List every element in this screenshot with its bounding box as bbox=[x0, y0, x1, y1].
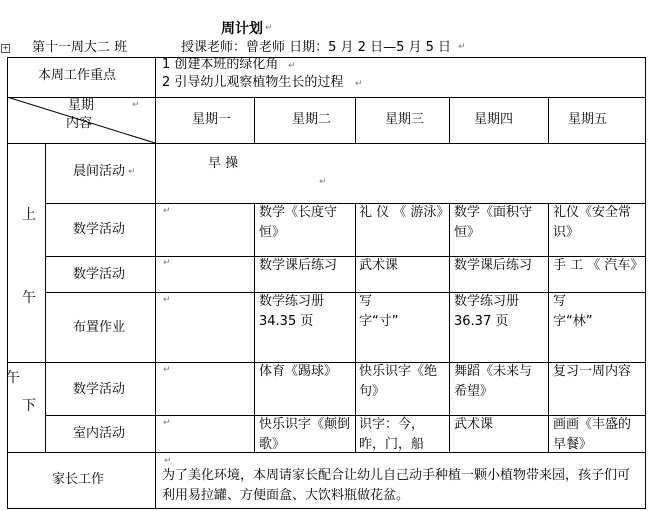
math1-wed: 礼 仪 《 游泳》 bbox=[359, 205, 450, 220]
paragraph-mark: ↵ bbox=[163, 295, 171, 305]
math2-thu: 数学课后练习 bbox=[454, 258, 533, 273]
parents-text: 为了美化环境，本周请家长配合让幼儿自己动手种植一颗小植物带来园，孩子们可利用易拉罐、方便面盒、大饮料瓶做花盆。 bbox=[162, 468, 631, 503]
section-afternoon-char-1: 下 bbox=[22, 398, 36, 414]
focus-item-1: 1 创建本班的绿化角 bbox=[162, 57, 279, 72]
day-header-thu: 星期四 bbox=[474, 112, 514, 127]
row-label-parents: 家长工作 bbox=[52, 472, 105, 487]
section-morning-char-1: 上 bbox=[22, 207, 36, 223]
math2-wed: 武术课 bbox=[359, 258, 399, 273]
paragraph-mark: ↵ bbox=[132, 100, 140, 110]
focus-item-2: 2 引导幼儿观察植物生长的过程 bbox=[162, 75, 344, 90]
math2-fri: 手 工 《 汽车》 bbox=[553, 258, 644, 273]
paragraph-mark: ↵ bbox=[458, 42, 466, 52]
paragraph-mark: ↵ bbox=[319, 177, 327, 187]
paragraph-mark: ↵ bbox=[355, 79, 363, 89]
row-label-pm-math: 数学活动 bbox=[73, 382, 126, 397]
math2-tue: 数学课后练习 bbox=[259, 258, 338, 273]
homework-fri: 写字“林” bbox=[553, 294, 593, 329]
row-label-math-1: 数学活动 bbox=[73, 222, 126, 237]
row-label-indoor: 室内活动 bbox=[73, 426, 126, 441]
indoor-tue: 快乐识字《颠倒歌》 bbox=[259, 417, 351, 452]
pm-math-tue: 体育《踢球》 bbox=[259, 364, 338, 379]
teacher-date-label: 授课老师：曾老师 日期：5 月 2 日—5 月 5 日 bbox=[181, 40, 452, 55]
paragraph-mark: ↵ bbox=[128, 167, 136, 177]
pm-math-thu: 舞蹈《未来与希望》 bbox=[454, 364, 533, 399]
pm-math-fri: 复习一周内容 bbox=[553, 364, 632, 379]
day-header-mon: 星期一 bbox=[192, 112, 232, 127]
paragraph-mark: ↵ bbox=[163, 206, 171, 216]
page-title: 周计划 bbox=[221, 21, 263, 37]
homework-thu: 数学练习册 36.37 页 bbox=[454, 294, 520, 329]
row-label-morning-activity: 晨间活动 bbox=[73, 164, 126, 179]
math1-tue: 数学《长度守恒》 bbox=[259, 205, 338, 240]
section-morning-char-2: 午 bbox=[22, 290, 36, 306]
day-header-fri: 星期五 bbox=[568, 112, 608, 127]
indoor-thu: 武术课 bbox=[454, 417, 494, 432]
math1-fri: 礼仪《安全常识》 bbox=[553, 205, 632, 240]
focus-label: 本周工作重点 bbox=[38, 68, 117, 83]
corner-weekday-label: 星期 bbox=[68, 98, 95, 113]
paragraph-mark: ↵ bbox=[163, 418, 171, 428]
corner-content-label: 内容 bbox=[66, 116, 93, 131]
day-header-tue: 星期二 bbox=[292, 112, 332, 127]
homework-wed: 写字“寸” bbox=[359, 294, 399, 329]
paragraph-mark: ↵ bbox=[163, 365, 171, 375]
day-header-wed: 星期三 bbox=[385, 112, 425, 127]
row-label-homework: 布置作业 bbox=[73, 320, 126, 335]
math1-thu: 数学《面积守恒》 bbox=[454, 205, 533, 240]
paragraph-mark: ↵ bbox=[164, 456, 172, 466]
row-label-math-2: 数学活动 bbox=[73, 267, 126, 282]
paragraph-mark: ↵ bbox=[265, 23, 273, 33]
morning-activity-content: 早 操 bbox=[208, 156, 239, 171]
section-afternoon-char-2: 午 bbox=[6, 370, 20, 386]
week-class-label: 第十一周大二 班 bbox=[32, 40, 128, 55]
paragraph-mark: ↵ bbox=[288, 61, 296, 71]
indoor-fri: 画画《丰盛的早餐》 bbox=[553, 417, 632, 452]
homework-tue: 数学练习册 34.35 页 bbox=[259, 294, 325, 329]
pm-math-wed: 快乐识字《绝句》 bbox=[359, 364, 438, 399]
indoor-wed: 识字：今，昨，门，船 bbox=[359, 417, 425, 452]
paragraph-mark: ↵ bbox=[163, 258, 171, 268]
table-move-handle-icon[interactable]: + bbox=[2, 44, 9, 52]
